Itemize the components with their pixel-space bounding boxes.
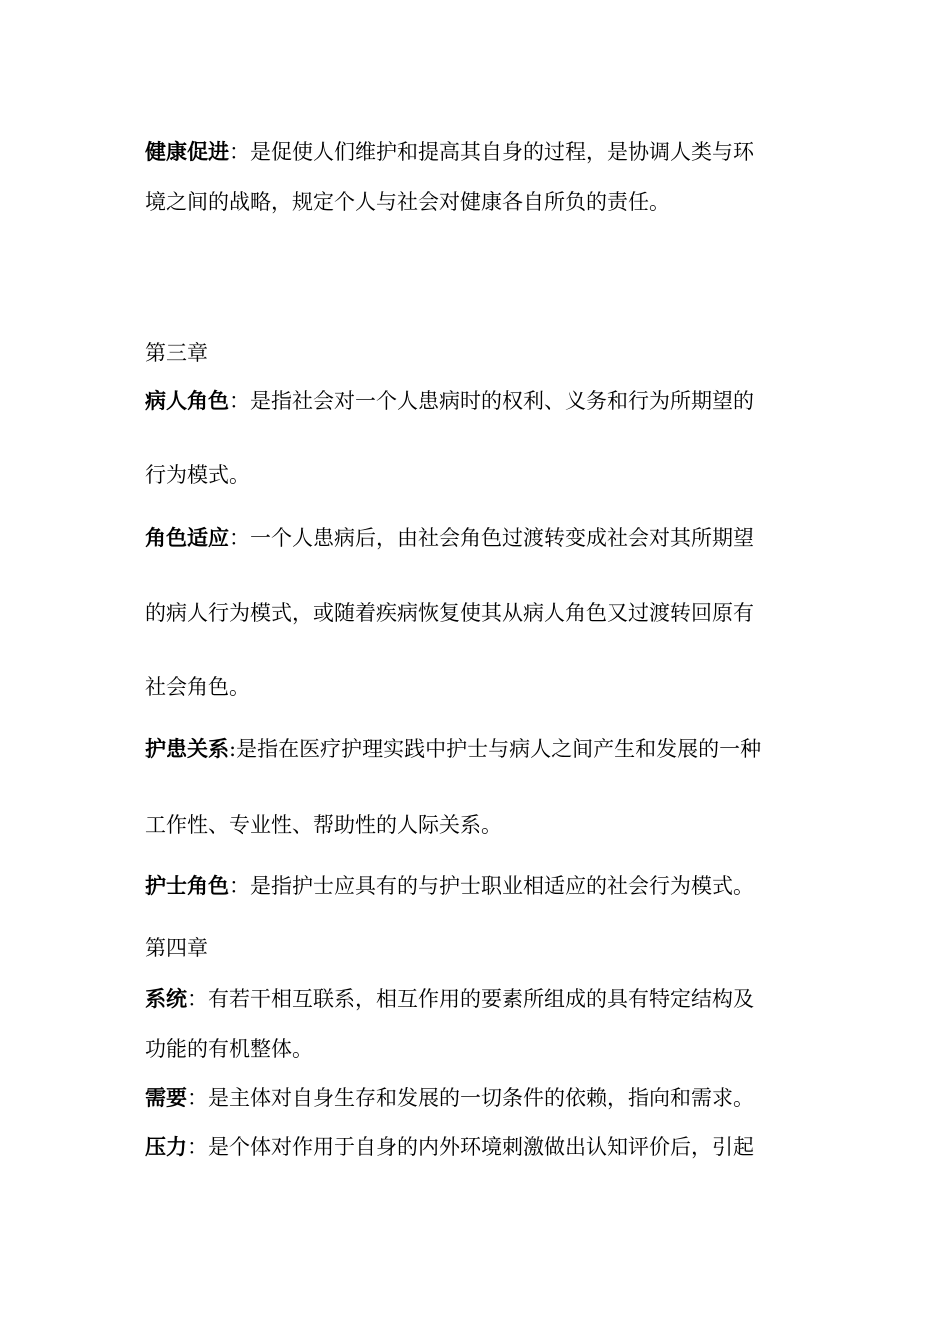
chapter-4-heading: 第四章 xyxy=(145,936,208,960)
nurse-patient-relation-line-1 xyxy=(145,736,761,762)
definition-text: ：是个体对作用于自身的内外环境刺激做出认知评价后，引起 xyxy=(187,1135,754,1159)
definition-text: ：是主体对自身生存和发展的一切条件的依赖，指向和需求。 xyxy=(187,1086,754,1110)
nurse-role-line-1 xyxy=(145,873,754,899)
term-patient-role: 病人角色 xyxy=(145,388,229,413)
chapter-3-heading: 第三章 xyxy=(145,341,208,365)
definition-text: 社会角色。 xyxy=(145,675,250,699)
definition-text: 行为模式。 xyxy=(145,463,250,487)
patient-role-line-1 xyxy=(145,388,754,414)
definition-text: 功能的有机整体。 xyxy=(145,1037,313,1061)
term-system: 系统 xyxy=(145,986,187,1011)
role-adaptation-line-3 xyxy=(145,674,250,700)
definition-text: :是指在医疗护理实践中护士与病人之间产生和发展的一种 xyxy=(229,737,762,761)
definition-text: ：是促使人们维护和提高其自身的过程，是协调人类与环 xyxy=(229,140,754,164)
system-line-2 xyxy=(145,1036,313,1062)
need-line-1 xyxy=(145,1085,754,1111)
definition-text: 工作性、专业性、帮助性的人际关系。 xyxy=(145,813,502,837)
definition-text: 境之间的战略，规定个人与社会对健康各自所负的责任。 xyxy=(145,190,670,214)
term-nurse-patient-relation: 护患关系 xyxy=(145,736,229,761)
health-promotion-line-1 xyxy=(145,139,754,165)
definition-text: 的病人行为模式，或随着疾病恢复使其从病人角色又过渡转回原有 xyxy=(145,601,754,625)
definition-text: ：是指护士应具有的与护士职业相适应的社会行为模式。 xyxy=(229,874,754,898)
system-line-1 xyxy=(145,986,754,1012)
stress-line-1 xyxy=(145,1134,754,1160)
health-promotion-line-2 xyxy=(145,189,670,215)
patient-role-line-2 xyxy=(145,462,250,488)
nurse-patient-relation-line-2 xyxy=(145,812,502,838)
term-stress: 压力 xyxy=(145,1134,187,1159)
definition-text: ：一个人患病后，由社会角色过渡转变成社会对其所期望 xyxy=(229,526,754,550)
role-adaptation-line-1 xyxy=(145,525,754,551)
term-need: 需要 xyxy=(145,1085,187,1110)
term-role-adaptation: 角色适应 xyxy=(145,525,229,550)
definition-text: ：有若干相互联系，相互作用的要素所组成的具有特定结构及 xyxy=(187,987,754,1011)
definition-text: ：是指社会对一个人患病时的权利、义务和行为所期望的 xyxy=(229,389,754,413)
role-adaptation-line-2 xyxy=(145,600,754,626)
term-health-promotion: 健康促进 xyxy=(145,139,229,164)
term-nurse-role: 护士角色 xyxy=(145,873,229,898)
